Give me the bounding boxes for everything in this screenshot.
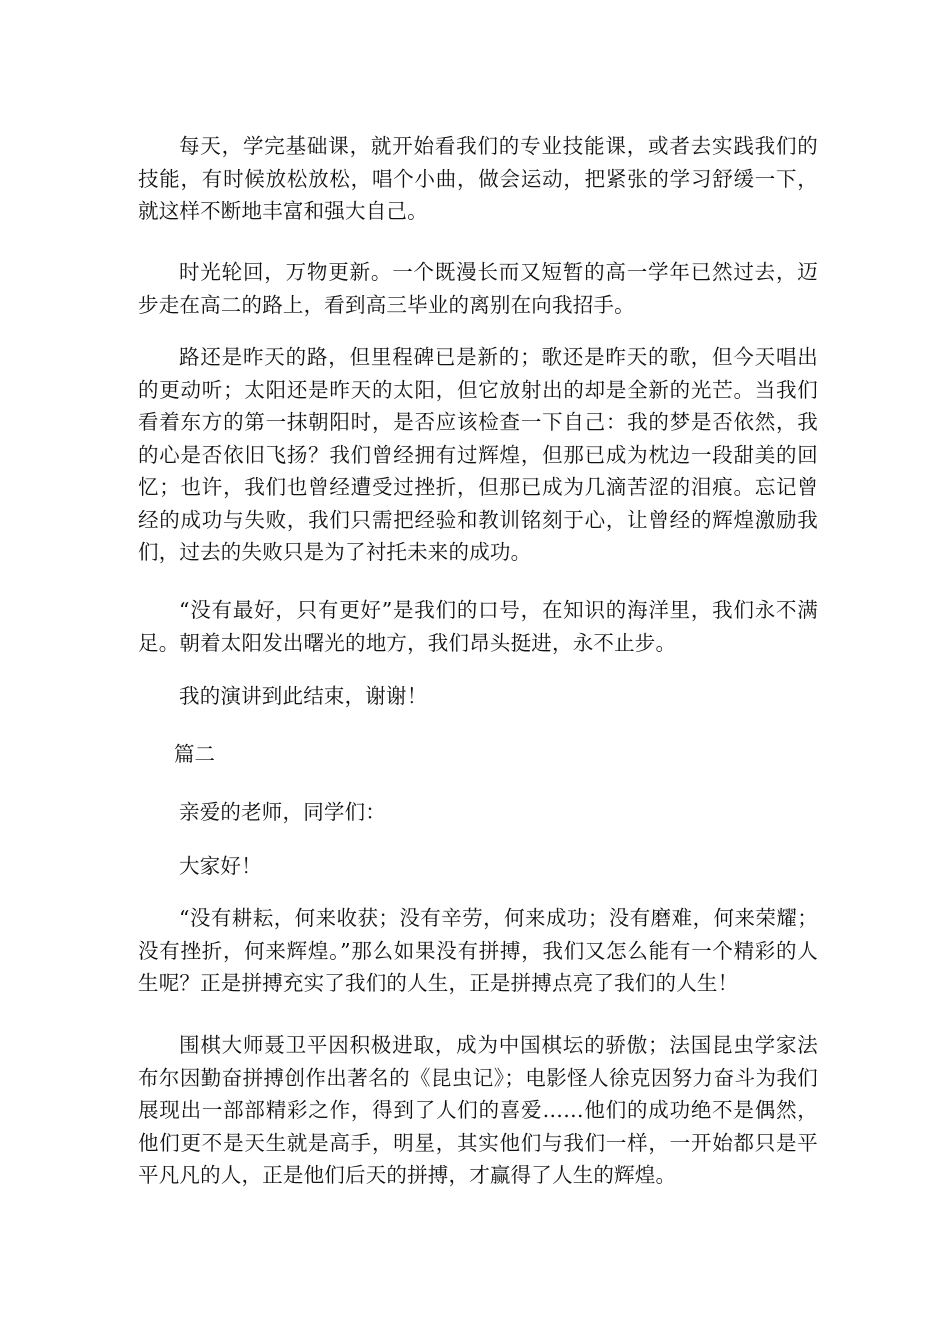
paragraph-closing: 我的演讲到此结束，谢谢！ xyxy=(179,684,428,708)
paragraph-time-passes: 时光轮回，万物更新。一个既漫长而又短暂的高一学年已然过去，迈步走在高二的路上，看到高三毕业的离别在向我招手。 xyxy=(138,260,818,317)
paragraph-slogan: “没有最好，只有更好”是我们的口号，在知识的海洋里，我们永不满足。朝着太阳发出曙光的地方，我们昂头挺进，永不止步。 xyxy=(138,598,818,655)
hello-line: 大家好！ xyxy=(179,854,262,878)
paragraph-no-struggle: “没有耕耘，何来收获；没有辛劳，何来成功；没有磨难，何来荣耀；没有挫折，何来辉煌。”那么如果没有拼搏，我们又怎么能有一个精彩的人生呢？正是拼搏充实了我们的人生，正是拼搏点亮了我们的人生！ xyxy=(138,906,818,995)
greeting-line: 亲爱的老师，同学们： xyxy=(179,800,386,824)
paragraph-road-and-song: 路还是昨天的路，但里程碑已是新的；歌还是昨天的歌，但今天唱出的更动听；太阳还是昨天的太阳，但它放射出的却是全新的光芒。当我们看着东方的第一抹朝阳时，是否应该检查一下自己：我的梦是否依然，我的心是否依旧飞扬？我们曾经拥有过辉煌，但那已成为枕边一段甜美的回忆；也许，我们也曾经遭受过挫折，但那已成为几滴苦涩的泪痕。忘记曾经的成功与失败，我们只需把经验和教训铭刻于心，让曾经的辉煌激励我们，过去的失败只是为了衬托未来的成功。 xyxy=(138,345,818,564)
paragraph-famous-people: 围棋大师聂卫平因积极进取，成为中国棋坛的骄傲；法国昆虫学家法布尔因勤奋拼搏创作出著名的《昆虫记》；电影怪人徐克因努力奋斗为我们展现出一部部精彩之作，得到了人们的喜爱……他们的成功绝不是偶然，他们更不是天生就是高手，明星，其实他们与我们一样，一开始都只是平平凡凡的人，正是他们后天的拼搏，才赢得了人生的辉煌。 xyxy=(138,1033,818,1187)
section-heading: 篇二 xyxy=(174,742,215,766)
paragraph-daily-study: 每天，学完基础课，就开始看我们的专业技能课，或者去实践我们的技能，有时候放松放松，唱个小曲，做会运动，把紧张的学习舒缓一下，就这样不断地丰富和强大自己。 xyxy=(138,134,818,223)
